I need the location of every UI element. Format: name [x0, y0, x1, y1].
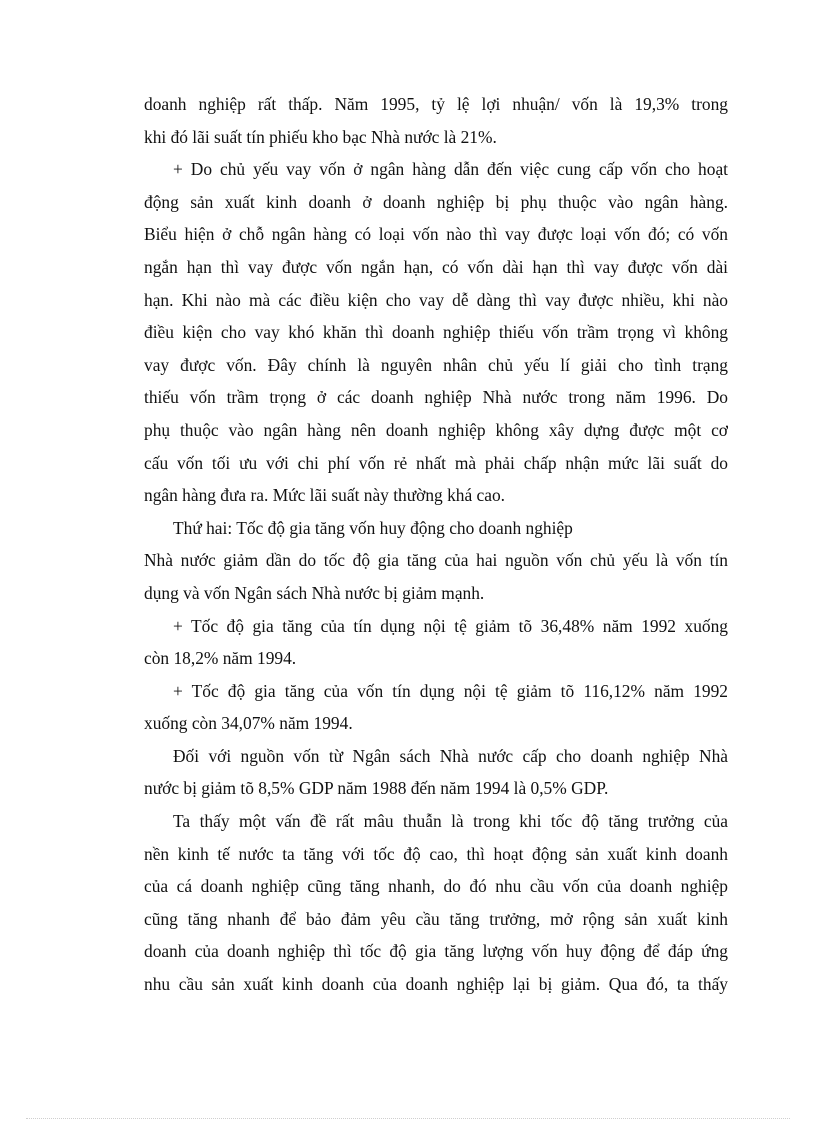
- text-line: nền kinh tế nước ta tăng với tốc độ cao, thì hoạt động sản xuất kinh doanh: [144, 843, 728, 864]
- text-line: + Tốc độ gia tăng của tín dụng nội tệ giảm tõ 36,48% năm 1992 xuống: [173, 615, 728, 636]
- page-bottom-divider: [26, 1118, 790, 1119]
- text-line: khi đó lãi suất tín phiếu kho bạc Nhà nước là 21%.: [144, 126, 497, 147]
- text-line: Nhà nước giảm dần do tốc độ gia tăng của hai nguồn vốn chủ yếu là vốn tín: [144, 550, 728, 571]
- text-line: xuống còn 34,07% năm 1994.: [144, 713, 353, 734]
- text-line: phụ thuộc vào ngân hàng nên doanh nghiệp không xây dựng được một cơ: [144, 419, 728, 440]
- text-line: thiếu vốn trầm trọng ở các doanh nghiệp Nhà nước trong năm 1996. Do: [144, 387, 728, 408]
- text-line: còn 18,2% năm 1994.: [144, 648, 297, 669]
- text-line: Đối với nguồn vốn từ Ngân sách Nhà nước cấp cho doanh nghiệp Nhà: [173, 745, 728, 766]
- text-line: động sản xuất kinh doanh ở doanh nghiệp bị phụ thuộc vào ngân hàng.: [144, 191, 728, 212]
- text-line: ngân hàng đưa ra. Mức lãi suất này thường khá cao.: [144, 485, 506, 506]
- text-line: nhu cầu sản xuất kinh doanh của doanh nghiệp lại bị giảm. Qua đó, ta thấy: [144, 974, 728, 995]
- text-line: + Tốc độ gia tăng của vốn tín dụng nội tệ giảm tõ 116,12% năm 1992: [173, 680, 728, 701]
- text-line: + Do chủ yếu vay vốn ở ngân hàng dẫn đến việc cung cấp vốn cho hoạt: [173, 159, 728, 180]
- text-line: dụng và vốn Ngân sách Nhà nước bị giảm mạnh.: [144, 582, 485, 603]
- text-line: vay được vốn. Đây chính là nguyên nhân chủ yếu lí giải cho tình trạng: [144, 354, 728, 375]
- text-line: hạn. Khi nào mà các điều kiện cho vay dễ dàng thì vay được nhiều, khi nào: [144, 289, 728, 310]
- text-line: nước bị giảm tõ 8,5% GDP năm 1988 đến năm 1994 là 0,5% GDP.: [144, 778, 609, 799]
- text-line: doanh của doanh nghiệp thì tốc độ gia tăng lượng vốn huy động để đáp ứng: [144, 941, 728, 962]
- text-line: cấu vốn tối ưu với chi phí vốn rẻ nhất mà phải chấp nhận mức lãi suất do: [144, 452, 728, 473]
- text-line: điều kiện cho vay khó khăn thì doanh nghiệp thiếu vốn trầm trọng vì không: [144, 322, 728, 343]
- body-text: [144, 88, 728, 1001]
- text-line: cũng tăng nhanh để bảo đảm yêu cầu tăng trưởng, mở rộng sản xuất kinh: [144, 908, 728, 929]
- text-line: Thứ hai: Tốc độ gia tăng vốn huy động cho doanh nghiệp: [173, 517, 573, 538]
- text-line: Ta thấy một vấn đề rất mâu thuẫn là trong khi tốc độ tăng trưởng của: [173, 811, 728, 832]
- text-line: Biểu hiện ở chỗ ngân hàng có loại vốn nào thì vay được loại vốn đó; có vốn: [144, 224, 728, 245]
- text-line: ngắn hạn thì vay được vốn ngắn hạn, có vốn dài hạn thì vay được vốn dài: [144, 256, 728, 277]
- text-line: doanh nghiệp rất thấp. Năm 1995, tỷ lệ lợi nhuận/ vốn là 19,3% trong: [144, 94, 728, 114]
- text-line: của cá doanh nghiệp cũng tăng nhanh, do đó nhu cầu vốn của doanh nghiệp: [144, 876, 728, 897]
